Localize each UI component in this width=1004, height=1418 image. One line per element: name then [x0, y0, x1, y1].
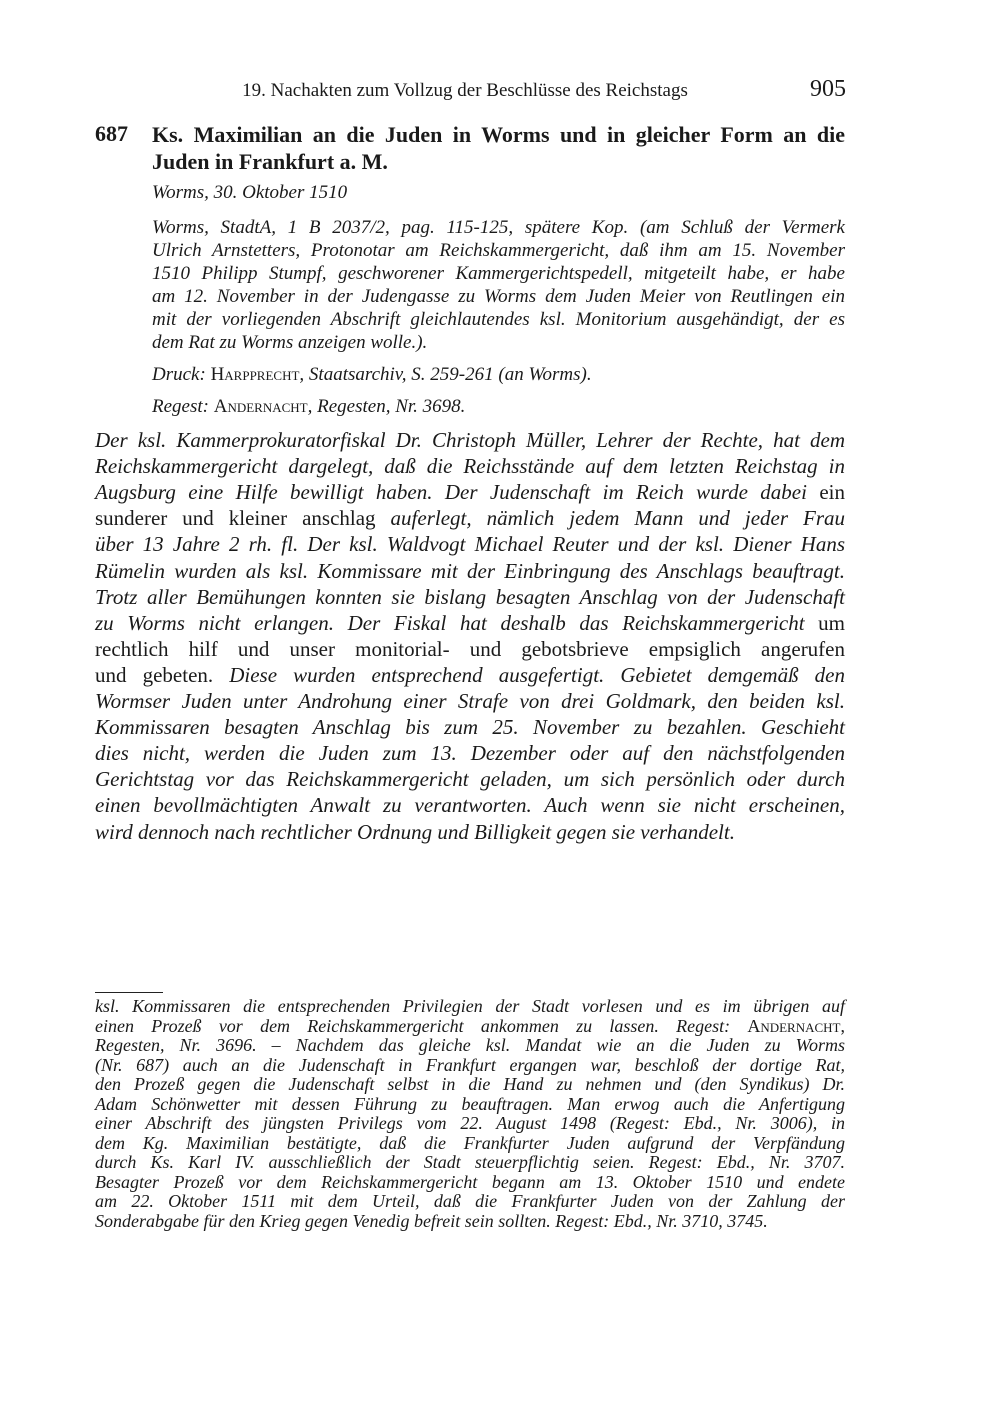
body-line	[95, 427, 845, 453]
fn-line	[95, 1017, 845, 1037]
page-number: 905	[810, 76, 846, 102]
body-line	[95, 766, 845, 792]
source-line: dem Rat zu Worms anzeigen wolle.).	[152, 332, 428, 353]
source-line: am 12. November in der Judengasse zu Worms dem Juden Meier von Reutlingen ein	[152, 286, 845, 307]
text-segment: durch Ks. Karl IV. ausschließlich der Stadt steuerpflichtig seien. Regest: Ebd., Nr. 3707.	[95, 1152, 845, 1172]
text-segment: Gerichtstag vor das Reichskammergericht geladen, um sich persönlich oder durch	[95, 767, 845, 792]
text-segment: Harpprecht	[210, 364, 300, 385]
text-segment: Diese wurden entsprechend ausgefertigt. Gebietet demgemäß den	[213, 662, 845, 687]
source-line: 1510 Philipp Stumpf, geschworener Kammergerichtspedell, mitgeteilt habe, er habe	[152, 263, 845, 284]
text-segment: wird dennoch nach rechtlicher Ordnung und Billigkeit gegen sie verhandelt.	[95, 819, 735, 844]
regest-reference	[152, 395, 845, 418]
text-segment: sunderer und kleiner anschlag	[95, 506, 391, 531]
body-line	[95, 792, 845, 818]
text-segment: , Regesten, Nr. 3698.	[307, 396, 466, 417]
source-line: mit der vorliegenden Abschrift gleichlautendes ksl. Monitorium ausgehändigt, der es	[152, 309, 845, 330]
body-line	[95, 662, 845, 688]
text-segment: und gebeten.	[95, 662, 214, 687]
text-segment: ein	[806, 480, 845, 505]
text-segment: (Nr. 687) auch an die Judenschaft in Frankfurt ergangen war, beschloß der dortige Rat,	[95, 1054, 845, 1075]
body-line	[95, 558, 845, 584]
druck-reference	[152, 363, 845, 386]
body-line	[95, 740, 845, 766]
fn-line	[95, 997, 845, 1017]
text-segment: dem Kg. Maximilian bestätigte, daß die Frankfurter Juden aufgrund der Verpfändung	[95, 1132, 845, 1153]
text-segment: Besagter Prozeß vor dem Reichskammergericht begann am 13. Oktober 1510 und endete	[95, 1171, 845, 1192]
text-segment: ,	[840, 1015, 845, 1036]
fn-line	[95, 1056, 845, 1076]
text-segment: einer Abschrift des jüngsten Privilegs vom 22. August 1498 (Regest: Ebd., Nr. 3006), in	[95, 1113, 845, 1133]
source-line: Worms, StadtA, 1 B 2037/2, pag. 115-125, spätere Kop. (am Schluß der Vermerk	[152, 217, 845, 238]
body-line	[95, 688, 845, 714]
source-line: Ulrich Arnstetters, Protonotar am Reichskammergericht, daß ihm am 15. November	[152, 240, 845, 261]
body-line	[95, 714, 845, 740]
fn-line	[95, 1173, 845, 1193]
text-segment: zu Worms nicht erlangen. Der Fiskal hat deshalb das Reichskammergericht	[95, 610, 805, 635]
text-segment: Regesten, Nr. 3696. – Nachdem das gleiche ksl. Mandat wie an die Juden zu Worms	[95, 1035, 845, 1055]
text-segment: auferlegt, nämlich jedem Mann und jeder Frau	[390, 506, 845, 531]
fn-line	[95, 1212, 845, 1232]
body-line	[95, 819, 845, 845]
text-segment: Regest:	[152, 396, 214, 417]
body-line	[95, 453, 845, 479]
place-date: Worms, 30. Oktober 1510	[152, 182, 348, 203]
entry-title: Ks. Maximilian an die Juden in Worms und in gleicher Form an die Juden in Frankfurt a. M.	[152, 122, 845, 174]
fn-line	[95, 1114, 845, 1134]
text-segment: Der ksl. Kammerprokuratorfiskal Dr. Christoph Müller, Lehrer der Rechte, hat dem	[95, 428, 845, 452]
text-segment: rechtlich hilf und unser monitorial- und gebotsbrieve empsiglich angerufen	[95, 636, 845, 661]
text-segment: Augsburg eine Hilfe bewilligt haben. Der Judenschaft im Reich wurde dabei	[95, 480, 807, 505]
body-line	[95, 531, 845, 557]
text-segment: einen bevollmächtigten Anwalt zu verantworten. Auch wenn sie nicht erscheinen,	[95, 793, 845, 818]
fn-line	[95, 1153, 845, 1173]
body-line	[95, 479, 845, 505]
running-head: 19. Nachakten zum Vollzug der Beschlüsse des Reichstags	[242, 80, 688, 101]
text-segment: Kommissaren besagten Anschlag bis zum 25. November zu bezahlen. Geschieht	[95, 715, 845, 740]
fn-line	[95, 1075, 845, 1095]
text-segment: Druck:	[152, 364, 211, 385]
fn-line	[95, 1192, 845, 1212]
text-segment: Adam Schönwetter mit dessen Führung zu beauftragen. Man erwog auch die Anfertigung	[95, 1093, 845, 1114]
fn-line	[95, 1036, 845, 1056]
text-segment: dies nicht, werden die Juden zum 13. Dezember oder auf den nächstfolgenden	[95, 741, 845, 766]
footnote-rule	[95, 992, 163, 993]
text-segment: einen Prozeß vor dem Reichskammergericht ankommen zu lassen. Regest:	[95, 1015, 748, 1036]
body-line	[95, 636, 845, 662]
text-segment: , Staatsarchiv, S. 259-261 (an Worms).	[299, 364, 592, 385]
source-note	[152, 216, 845, 354]
entry-number: 687	[95, 121, 128, 146]
text-segment: Andernacht	[213, 396, 308, 417]
text-segment: ksl. Kommissaren die entsprechenden Privilegien der Stadt vorlesen und es im übrigen auf	[95, 996, 845, 1016]
text-segment: am 22. Oktober 1511 mit dem Urteil, daß die Frankfurter Juden von der Zahlung der	[95, 1191, 845, 1211]
fn-line	[95, 1134, 845, 1154]
text-segment: Wormser Juden unter Androhung einer Strafe von drei Goldmark, den beiden ksl.	[95, 689, 845, 713]
text-segment: Andernacht	[747, 1015, 841, 1036]
text-segment: Trotz aller Bemühungen konnten sie bislang besagten Anschlag von der Judenschaft	[95, 584, 845, 609]
text-segment: Rümelin wurden als ksl. Kommissare mit der Einbringung des Anschlags beauftragt.	[95, 558, 845, 583]
text-segment: den Prozeß gegen die Judenschaft selbst in die Hand zu nehmen und (den Syndikus) Dr.	[95, 1074, 845, 1094]
text-segment: um	[804, 610, 845, 635]
text-segment: Reichskammergericht dargelegt, daß die Reichsstände auf dem letzten Reichstag in	[95, 454, 845, 479]
body-line	[95, 505, 845, 531]
text-segment: über 13 Jahre 2 rh. fl. Der ksl. Waldvogt Michael Reuter und der ksl. Diener Hans	[95, 532, 845, 557]
text-segment: Sonderabgabe für den Krieg gegen Venedig befreit sein sollten. Regest: Ebd., Nr. 3710, 3745.	[95, 1210, 768, 1231]
fn-line	[95, 1095, 845, 1115]
body-line	[95, 584, 845, 610]
body-line	[95, 610, 845, 636]
